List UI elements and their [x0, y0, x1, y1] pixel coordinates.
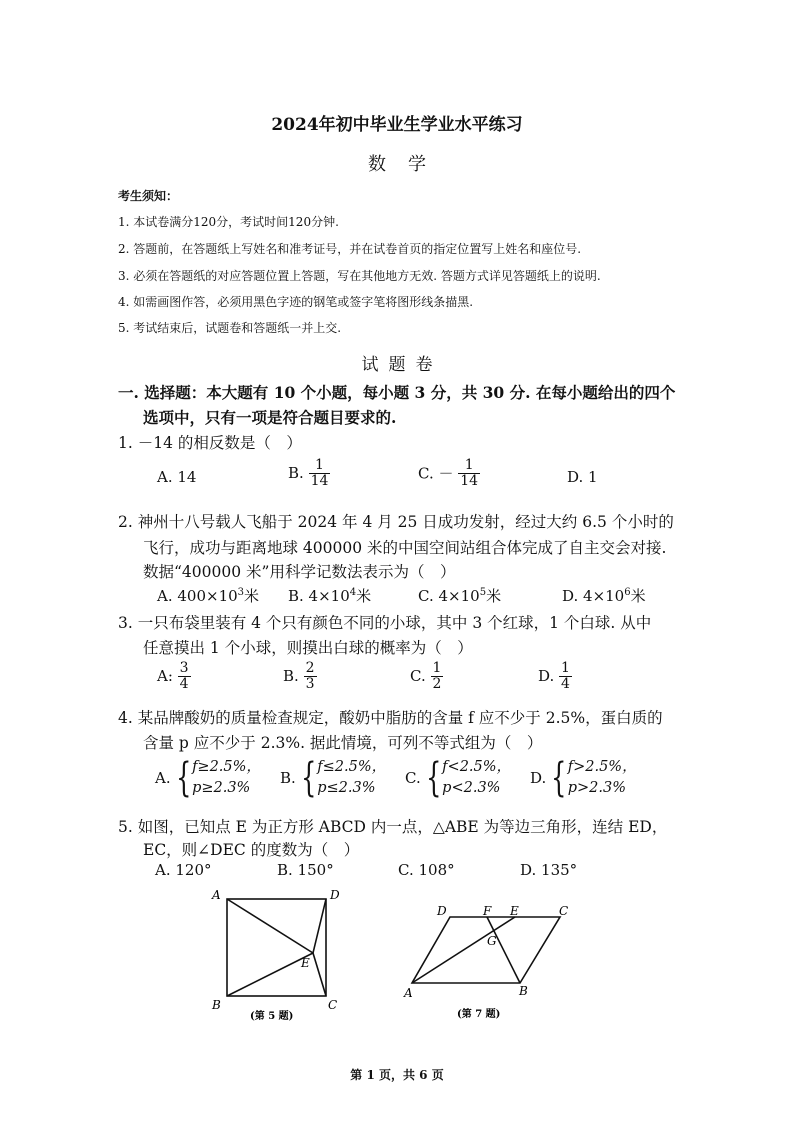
segment-ae — [227, 899, 313, 953]
note-item: 5. 考试结束后，试题卷和答题纸一并上交. — [118, 321, 342, 335]
segment-ae — [412, 917, 515, 983]
q4-option-d: D. {f>2.5%， p>2.3% — [530, 755, 637, 801]
page-footer: 第 1 页，共 6 页 — [350, 1068, 444, 1082]
q1-stem: 1. －14 的相反数是（ ） — [118, 434, 302, 452]
q3-option-c: C. $\frac{1}{2}$ — [410, 660, 442, 692]
segment-ec — [313, 953, 326, 996]
label-b: B — [519, 984, 528, 998]
exam-title: 2024年初中毕业生学业水平练习 — [271, 115, 523, 135]
figure-5-caption: (第 5 题) — [250, 1011, 294, 1022]
q1-option-c: C. － $\frac{1}{14}$ — [418, 457, 479, 489]
q3-option-b: B. $\frac{2}{3}$ — [283, 660, 315, 692]
q5-stem-line1: 5. 如图，已知点 E 为正方形 ABCD 内一点，△ABE 为等边三角形，连结 ED， — [118, 818, 668, 836]
label-e: E — [301, 956, 310, 970]
q2-option-a: A. $400\times 10^3$米 — [157, 587, 260, 605]
figure-7-caption: (第 7 题) — [457, 1009, 501, 1020]
note-item: 4. 如需画图作答，必须用黑色字迹的钢笔或签字笔将图形线条描黑. — [118, 295, 474, 309]
q2-option-d: D. $4\times 10^6$米 — [562, 587, 646, 605]
note-item: 2. 答题前，在答题纸上写姓名和准考证号，并在试卷首页的指定位置写上姓名和座位号. — [118, 242, 582, 256]
segment-bf — [487, 917, 520, 983]
q4-option-c: C. {f<2.5%， p<2.3% — [405, 755, 512, 801]
note-item: 3. 必须在答题纸的对应答题位置上答题，写在其他地方无效. 答题方式详见答题纸上的说明. — [118, 269, 601, 283]
label-d: D — [330, 888, 340, 902]
part1-instructions: 一. 选择题：本大题有 10 个小题，每小题 3 分，共 30 分. 在每小题给出的四个 — [118, 383, 676, 402]
parallelogram-abcd — [412, 917, 560, 983]
segment-ed — [313, 899, 326, 953]
label-f: F — [483, 904, 492, 918]
q4-option-a: A. {f≥2.5%， p≥2.3% — [155, 755, 261, 801]
q5-stem-line2: EC，则∠DEC 的度数为（ ） — [143, 841, 360, 859]
q3-stem-line2: 任意摸出 1 个小球，则摸出白球的概率为（ ） — [143, 639, 473, 657]
label-e: E — [510, 904, 519, 918]
label-a: A — [212, 888, 221, 902]
label-d: D — [437, 904, 447, 918]
square-abcd — [227, 899, 326, 996]
figure-5-square — [200, 885, 360, 1025]
label-a: A — [404, 986, 413, 1000]
figure-7-parallelogram — [395, 895, 585, 1023]
q1-option-d: D. 1 — [567, 468, 598, 486]
q3-stem-line1: 3. 一只布袋里装有 4 个只有颜色不同的小球，其中 3 个红球，1 个白球. 从中 — [118, 614, 652, 632]
label-c: C — [559, 904, 569, 918]
q2-stem-line2: 飞行，成功与距离地球 400000 米的中国空间站组合体完成了自主交会对接. — [143, 539, 667, 557]
notes-heading: 考生须知： — [118, 189, 179, 203]
q3-option-a: A: $\frac{3}{4}$ — [157, 660, 189, 692]
label-b: B — [212, 998, 221, 1012]
q4-stem-line2: 含量 p 应不少于 2.3%. 据此情境，可列不等式组为（ ） — [143, 734, 543, 752]
note-item: 1. 本试卷满分120分，考试时间120分钟. — [118, 215, 339, 229]
q5-option-c: C. 108° — [398, 861, 455, 879]
q1-option-a: A. 14 — [157, 468, 197, 486]
q2-option-b: B. $4\times 10^4$米 — [288, 587, 372, 605]
q5-option-a: A. 120° — [155, 861, 212, 879]
q4-stem-line1: 4. 某品牌酸奶的质量检查规定，酸奶中脂肪的含量 f 应不少于 2.5%，蛋白质的 — [118, 709, 663, 727]
label-g: G — [487, 934, 497, 948]
label-c: C — [328, 998, 338, 1012]
q4-option-b: B. {f≤2.5%， p≤2.3% — [280, 755, 387, 801]
q2-stem-line1: 2. 神州十八号载人飞船于 2024 年 4 月 25 日成功发射，经过大约 6.5 个小时的 — [118, 513, 674, 531]
q5-option-b: B. 150° — [277, 861, 334, 879]
q3-option-d: D. $\frac{1}{4}$ — [538, 660, 570, 692]
section-title: 试题卷 — [361, 355, 443, 375]
subject-title: 数学 — [368, 154, 448, 175]
q2-option-c: C. $4\times 10^5$米 — [418, 587, 502, 605]
part1-instructions-cont: 选项中，只有一项是符合题目要求的. — [143, 408, 397, 427]
q2-stem-line3: 数据“400000 米”用科学记数法表示为（ ） — [143, 563, 456, 581]
q5-option-d: D. 135° — [520, 861, 578, 879]
q1-option-b: B. $\frac{1}{14}$ — [288, 457, 329, 489]
